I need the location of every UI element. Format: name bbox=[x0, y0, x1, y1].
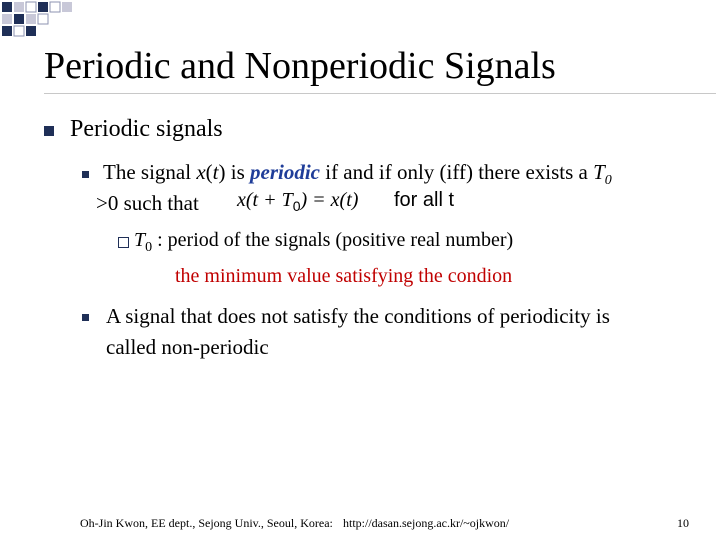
paren-close: ) bbox=[218, 160, 226, 184]
emphasis-periodic: periodic bbox=[250, 160, 320, 184]
sub-bullet-square-icon bbox=[82, 171, 89, 178]
text-segment: is bbox=[225, 160, 250, 184]
formula-subscript: 0 bbox=[292, 198, 301, 214]
bullet-periodic-signals: Periodic signals bbox=[70, 116, 223, 142]
text-segment: The signal bbox=[103, 160, 197, 184]
slide-title: Periodic and Nonperiodic Signals bbox=[44, 45, 556, 87]
var-x: x bbox=[196, 160, 206, 184]
period-definition bbox=[134, 229, 513, 256]
hollow-square-icon bbox=[118, 237, 129, 248]
text-segment: if and if only (iff) there exists a bbox=[319, 160, 594, 184]
decorative-squares bbox=[0, 0, 720, 40]
var-t: t bbox=[212, 160, 219, 184]
page-number: 10 bbox=[677, 516, 689, 530]
formula-rhs: ) = x(t) bbox=[300, 189, 359, 211]
footer-author: Oh-Jin Kwon, EE dept., Sejong Univ., Seoul, Korea: bbox=[80, 516, 333, 530]
var-T: T bbox=[593, 160, 605, 184]
nonperiodic-line1: A signal that does not satisfy the conditions of periodicity is bbox=[106, 304, 610, 328]
periodicity-formula bbox=[237, 189, 454, 214]
paren-open: ( bbox=[205, 160, 213, 184]
title-divider bbox=[44, 93, 716, 94]
bullet-square-icon bbox=[44, 126, 54, 136]
footer-url[interactable]: http://dasan.sejong.ac.kr/~ojkwon/ bbox=[343, 516, 510, 530]
minimum-value-note: the minimum value satisfying the condion bbox=[175, 265, 513, 287]
periodic-definition-line2: >0 such that bbox=[96, 191, 199, 215]
subscript-zero: 0 bbox=[604, 173, 612, 189]
subscript-zero: 0 bbox=[145, 240, 153, 255]
formula-for-all: for all t bbox=[394, 189, 455, 211]
var-T: T bbox=[134, 229, 146, 251]
formula-lhs: x(t + T bbox=[237, 189, 293, 211]
text-segment: : period of the signals (positive real number) bbox=[152, 229, 514, 251]
sub-bullet-square-icon bbox=[82, 314, 89, 321]
nonperiodic-line2: called non-periodic bbox=[106, 335, 269, 359]
